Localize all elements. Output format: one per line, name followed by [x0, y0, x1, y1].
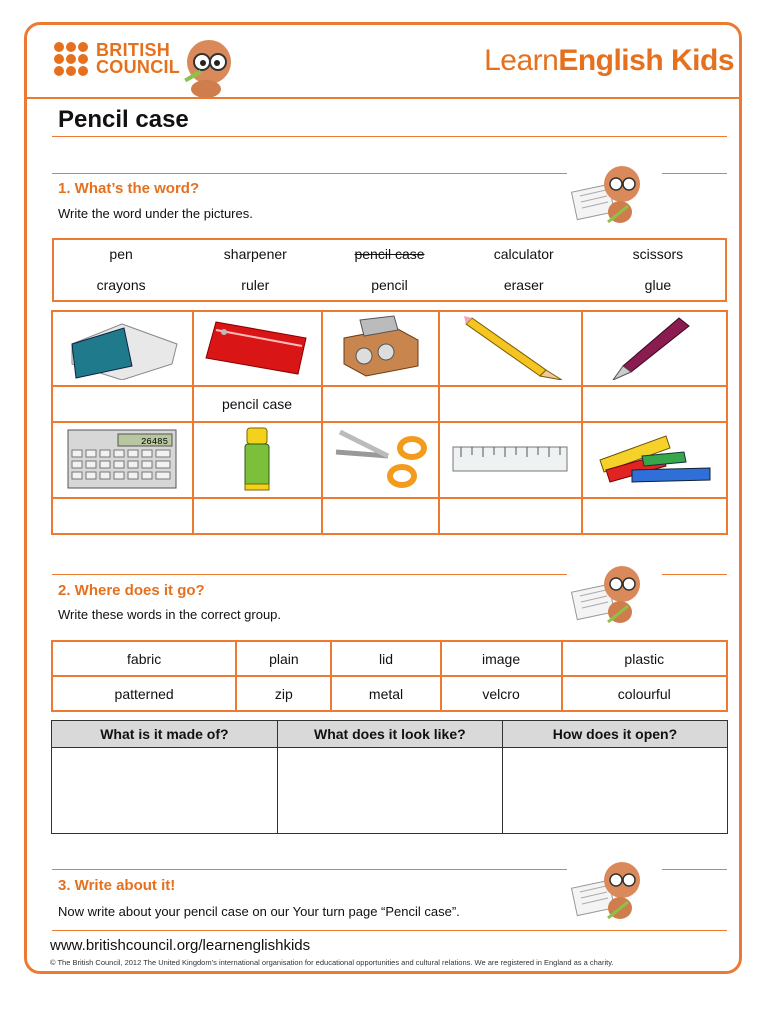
answer-cell[interactable] [439, 386, 582, 422]
ruler-picture [439, 422, 582, 498]
brand-light: Learn [484, 44, 559, 77]
word-ruler: ruler [241, 277, 270, 293]
footer-copyright: © The British Council, 2012 The United Kingdom’s international organisation for educational opportunities and cultural relations. We are registered in England as a charity. [50, 958, 614, 967]
british-council-logo [54, 42, 180, 76]
mascot-writing-icon [570, 560, 656, 634]
answer-cell[interactable] [52, 498, 193, 534]
section1-instruction: Write the word under the pictures. [58, 206, 253, 221]
pencil-picture [439, 311, 582, 386]
word-crayons: crayons [96, 277, 146, 293]
pencil-icon [450, 314, 570, 380]
word-pencil-case-crossed: pencil case [354, 246, 425, 262]
answer-cell[interactable] [322, 498, 439, 534]
word-lid: lid [331, 641, 440, 676]
section2-instruction: Write these words in the correct group. [58, 607, 282, 622]
pen-icon [609, 314, 699, 380]
org-line2: COUNCIL [96, 57, 181, 77]
sharpener-picture [322, 311, 439, 386]
answer-cell[interactable] [52, 386, 193, 422]
calculator-icon [64, 426, 180, 492]
footer-url[interactable]: www.britishcouncil.org/learnenglishkids [50, 937, 311, 954]
word-sharpener: sharpener [223, 246, 287, 262]
glue-icon [237, 426, 277, 492]
word-image: image [441, 641, 562, 676]
crayons-icon [592, 426, 716, 492]
section2-rule-right [662, 574, 727, 575]
word-glue: glue [644, 277, 672, 293]
section3-rule [52, 869, 567, 870]
title-underline [52, 136, 727, 137]
brand-bold: English Kids [558, 44, 734, 77]
group-cell-look-like[interactable] [277, 748, 502, 834]
answer-cell[interactable] [582, 498, 727, 534]
header-look-like: What does it look like? [277, 721, 502, 748]
section3-instruction: Now write about your pencil case on our Your turn page “Pencil case”. [58, 904, 460, 919]
mascot-icon [176, 34, 242, 98]
learnenglish-kids-logo [484, 44, 734, 78]
word-bank-2 [51, 640, 728, 712]
picture-grid [51, 310, 728, 535]
section2-heading: 2. Where does it go? [58, 582, 205, 599]
word-scissors: scissors [632, 246, 684, 262]
header-made-of: What is it made of? [52, 721, 278, 748]
word-calculator: calculator [493, 246, 554, 262]
ruler-icon [449, 439, 571, 479]
word-plastic: plastic [562, 641, 727, 676]
word-bank-1 [52, 238, 727, 302]
section2-rule [52, 574, 567, 575]
mascot-writing-icon [570, 856, 656, 930]
word-velcro: velcro [441, 676, 562, 711]
calculator-picture [52, 422, 193, 498]
section3-rule-right [662, 869, 727, 870]
sharpener-icon [338, 314, 422, 380]
pencil-case-icon [202, 314, 312, 380]
header-open: How does it open? [502, 721, 727, 748]
org-line1: BRITISH [96, 40, 171, 60]
eraser-icon [62, 314, 182, 380]
section1-rule [52, 173, 567, 174]
word-fabric: fabric [52, 641, 236, 676]
word-pen: pen [109, 246, 133, 262]
word-patterned: patterned [52, 676, 236, 711]
section1-heading: 1. What’s the word? [58, 180, 200, 197]
eraser-picture [52, 311, 193, 386]
answer-cell[interactable] [322, 386, 439, 422]
word-eraser: eraser [503, 277, 544, 293]
section1-rule-right [662, 173, 727, 174]
mascot-writing-icon [570, 160, 656, 234]
scissors-icon [330, 426, 430, 492]
crayons-picture [582, 422, 727, 498]
pen-picture [582, 311, 727, 386]
answer-cell[interactable]: pencil case [193, 386, 322, 422]
scissors-picture [322, 422, 439, 498]
glue-picture [193, 422, 322, 498]
answer-cell[interactable] [582, 386, 727, 422]
footer-rule [52, 930, 727, 931]
word-plain: plain [236, 641, 331, 676]
word-pencil: pencil [371, 277, 408, 293]
group-cell-made-of[interactable] [52, 748, 278, 834]
section3-heading: 3. Write about it! [58, 877, 176, 894]
pencil-case-picture [193, 311, 322, 386]
word-zip: zip [236, 676, 331, 711]
answer-cell[interactable] [193, 498, 322, 534]
group-cell-open[interactable] [502, 748, 727, 834]
grouping-table [51, 720, 728, 834]
word-colourful: colourful [562, 676, 727, 711]
answer-cell[interactable] [439, 498, 582, 534]
logo-dots-icon [54, 42, 88, 76]
page-title: Pencil case [58, 106, 189, 133]
header-divider [26, 97, 740, 99]
calculator-display: 26485 [141, 436, 169, 447]
word-metal: metal [331, 676, 440, 711]
